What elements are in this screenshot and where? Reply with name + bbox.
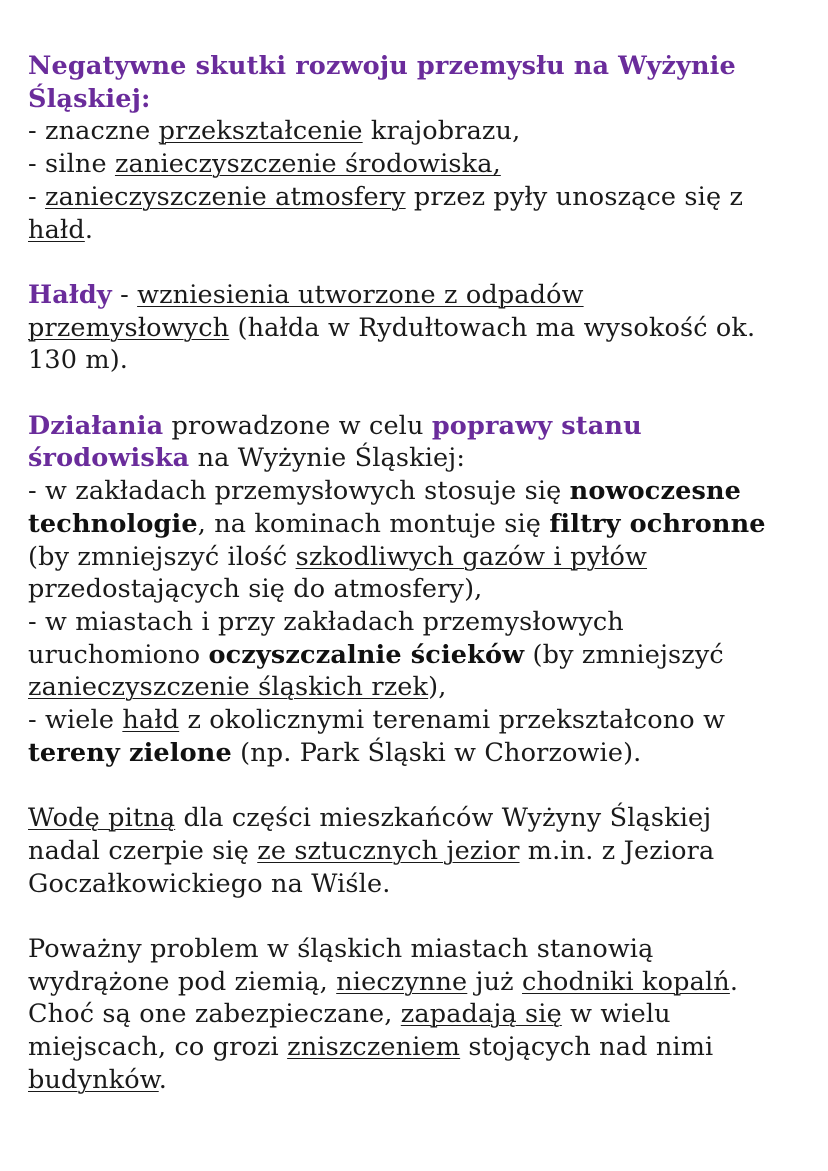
list-item: - silne zanieczyszczenie środowiska, bbox=[28, 149, 501, 180]
document-page bbox=[28, 50, 808, 1129]
section-heading-cont: Śląskiej: bbox=[28, 83, 151, 114]
bold-term: technologie bbox=[28, 508, 198, 539]
bold-term: oczyszczalnie ścieków bbox=[208, 639, 525, 670]
underlined-term: przemysłowych bbox=[28, 312, 230, 343]
environmental-actions-section: Działania prowadzone w celu poprawy stanu środowiska na Wyżynie Śląskiej: - w zakładach przemysłowych stosuje się nowoczesne technologie, na kominach montuje się filtry ochronne (by zmniejszyć ilość szkodliwych gazów i pyłów przedostających się do atmosfery), - w miastach i przy zakładach przemysłowych uruchomiono oczyszczalnie ścieków (by zmniejszyć zanieczyszczenie śląskich rzek), - wiele hałd z okolicznymi terenami przekształcono w tereny zielone (np. Park Śląski w Chorzowie). bbox=[28, 410, 766, 768]
underlined-term: hałd bbox=[122, 705, 180, 736]
highlight-term: środowiska bbox=[28, 443, 190, 474]
highlight-term: Działania bbox=[28, 410, 164, 441]
bold-term: nowoczesne bbox=[569, 476, 742, 507]
defined-term: Hałdy bbox=[28, 279, 112, 310]
bold-term: tereny zielone bbox=[28, 737, 232, 768]
list-item: - znaczne przekształcenie krajobrazu, bbox=[28, 116, 521, 147]
underlined-term: przekształcenie bbox=[158, 116, 363, 147]
mine-tunnels-section: Poważny problem w śląskich miastach stanowią wydrążone pod ziemią, nieczynne już chodniki kopalń. Choć są one zabezpieczane, zapadają się w wielu miejscach, co grozi zniszczeniem stojących nad nimi budynków. bbox=[28, 933, 739, 1095]
underlined-term: ze sztucznych jezior bbox=[257, 835, 520, 866]
underlined-term: hałd bbox=[28, 214, 85, 245]
underlined-term: zapadają się bbox=[400, 999, 562, 1030]
underlined-term: zanieczyszczenie śląskich rzek bbox=[28, 672, 429, 703]
list-item-cont: hałd. bbox=[28, 214, 94, 245]
underlined-term: zanieczyszczenie środowiska, bbox=[114, 149, 501, 180]
underlined-term: budynków bbox=[28, 1064, 159, 1095]
underlined-term: zniszczeniem bbox=[287, 1032, 461, 1063]
underlined-term: chodniki kopalń bbox=[522, 966, 730, 997]
drinking-water-section: Wodę pitną dla części mieszkańców Wyżyny Śląskiej nadal czerpie się ze sztucznych jezior m.in. z Jeziora Goczałkowickiego na Wiśle. bbox=[28, 803, 715, 899]
underlined-term: zanieczyszczenie atmosfery bbox=[45, 181, 406, 212]
bold-term: filtry ochronne bbox=[549, 508, 766, 539]
highlight-term: poprawy stanu bbox=[431, 410, 642, 441]
section-heading: Negatywne skutki rozwoju przemysłu na Wyżynie bbox=[28, 51, 736, 81]
underlined-term: Wodę pitną bbox=[28, 803, 176, 834]
underlined-term: nieczynne bbox=[336, 966, 468, 997]
list-item: - zanieczyszczenie atmosfery przez pyły unoszące się z bbox=[28, 181, 744, 212]
underlined-term: szkodliwych gazów i pyłów bbox=[295, 541, 648, 572]
underlined-term: wzniesienia utworzone z odpadów bbox=[137, 279, 584, 310]
haldy-definition-section: Hałdy - wzniesienia utworzone z odpadów przemysłowych (hałda w Rydułtowach ma wysokość ok. 130 m). bbox=[28, 279, 756, 376]
negative-effects-section bbox=[28, 50, 808, 246]
